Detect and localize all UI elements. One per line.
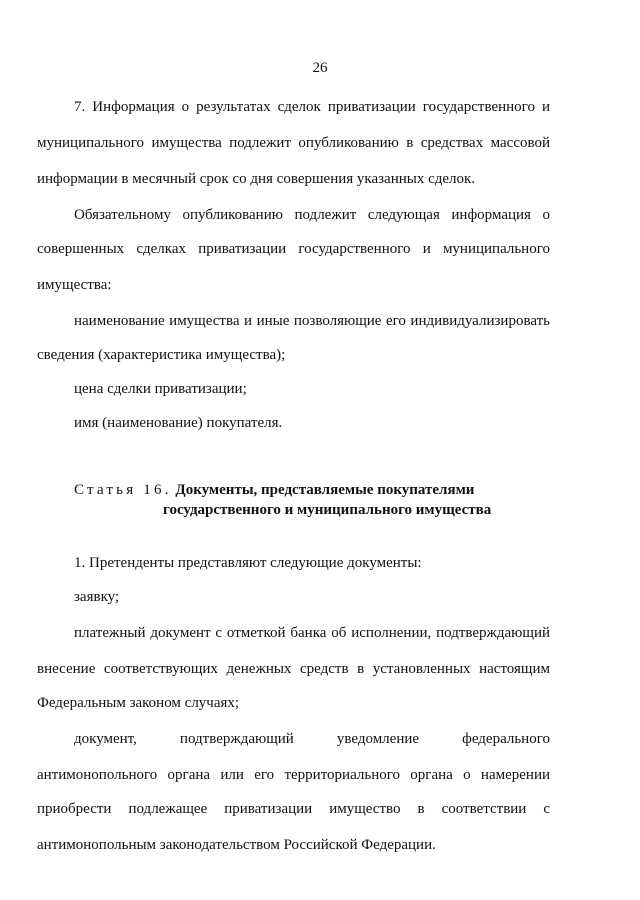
page-number: 26: [312, 60, 328, 76]
antimonopoly-line-2: антимонопольного органа или его территориального органа о намерении: [37, 767, 550, 783]
mandatory-line-2: совершенных сделках приватизации государственного и муниципального: [37, 241, 550, 257]
para7-line-2: муниципального имущества подлежит опубликованию в средствах массовой: [37, 135, 550, 151]
antimonopoly-line-3: приобрести подлежащее приватизации имущество в соответствии с: [37, 801, 550, 817]
mandatory-line-3: имущества:: [37, 277, 112, 293]
para7-line-3: информации в месячный срок со дня совершения указанных сделок.: [37, 171, 476, 187]
para1-item-application: заявку;: [74, 589, 120, 605]
article-title-line-1: Документы, представляемые покупателями: [175, 482, 475, 498]
list-item-2: цена сделки приватизации;: [74, 381, 247, 397]
article-heading: [74, 482, 474, 499]
payment-line-2: внесение соответствующих денежных средств в установленных настоящим: [37, 661, 550, 677]
payment-line-3: Федеральным законом случаях;: [37, 695, 240, 711]
para1-intro: 1. Претенденты представляют следующие документы:: [74, 555, 422, 571]
list-item-1-line-1: наименование имущества и иные позволяющие его индивидуализировать: [74, 313, 550, 329]
article-label: Статья 16.: [74, 482, 172, 498]
payment-line-1: платежный документ с отметкой банка об исполнении, подтверждающий: [74, 625, 550, 641]
article-title-line-2: государственного и муниципального имущества: [163, 502, 492, 518]
antimonopoly-line-1: документ, подтверждающий уведомление федерального: [74, 731, 550, 747]
antimonopoly-line-4: антимонопольным законодательством Российской Федерации.: [37, 837, 436, 853]
mandatory-line-1: Обязательному опубликованию подлежит следующая информация о: [74, 207, 550, 223]
para7-line-1: 7. Информация о результатах сделок приватизации государственного и: [74, 99, 550, 115]
list-item-3: имя (наименование) покупателя.: [74, 415, 283, 431]
list-item-1-line-2: сведения (характеристика имущества);: [37, 347, 286, 363]
